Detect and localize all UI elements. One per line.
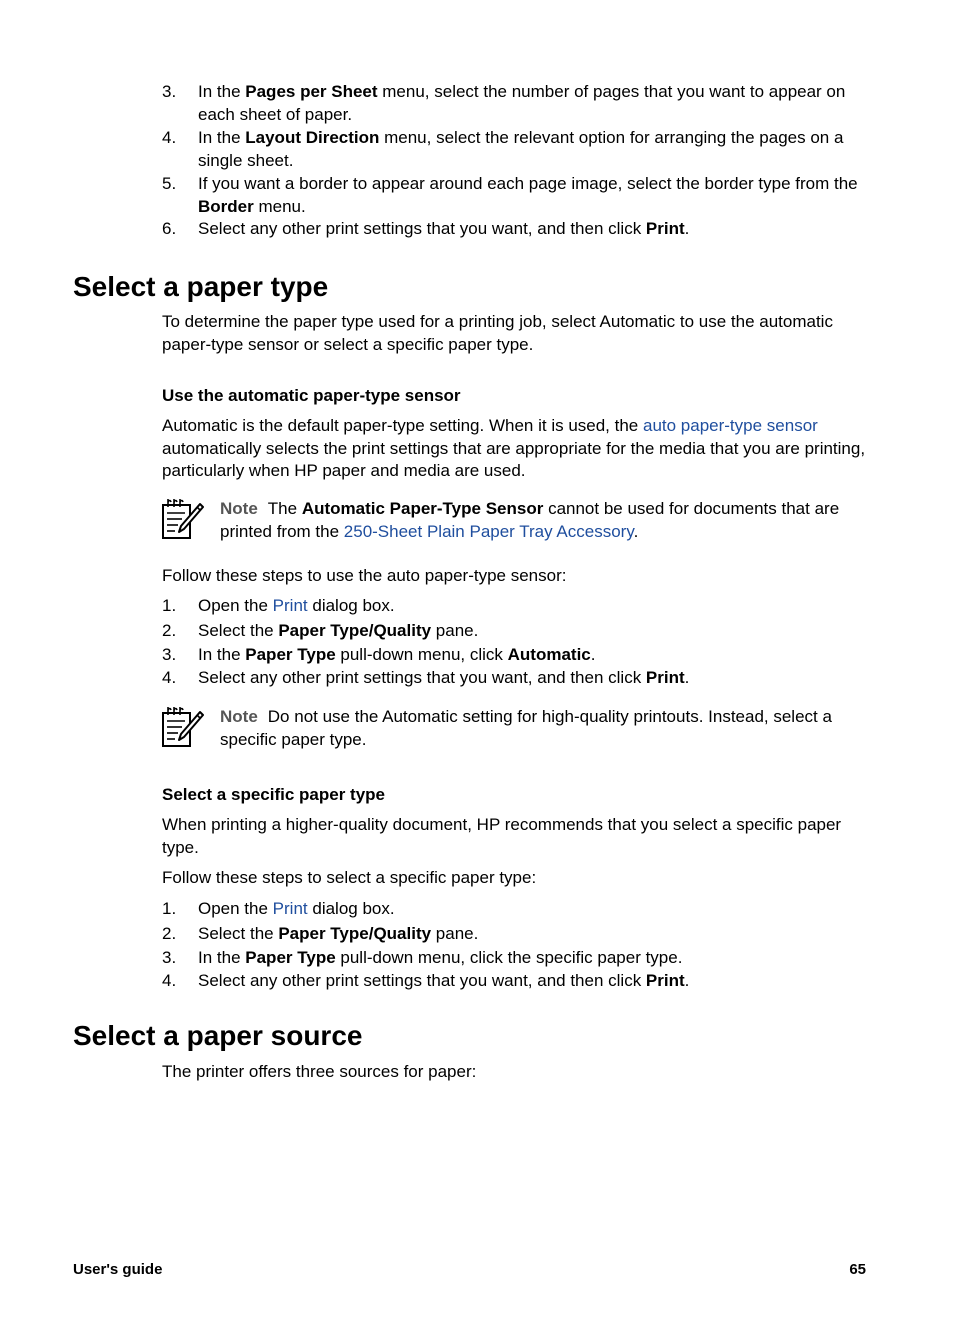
specific-paragraph: When printing a higher-quality document, HP recommends that you select a specific paper type. [162,815,842,857]
tray-accessory-link[interactable]: 250-Sheet Plain Paper Tray Accessory [343,521,634,541]
auto-follow-text: Follow these steps to use the auto paper-type sensor: [162,566,567,585]
list-item: 2. Select the Paper Type/Quality pane. [162,923,479,943]
top-steps-block [162,81,868,241]
specific-steps-list [162,898,868,992]
list-item: 4. Select any other print settings that you want, and then click Print. [162,667,690,687]
list-item: 6. Select any other print settings that you want, and then click Print. [162,219,690,238]
note-pencil-icon [162,498,204,540]
note-pencil-icon [162,706,204,748]
print-dialog-link[interactable]: Print [272,596,308,615]
footer-page-number: 65 [849,1261,866,1278]
note-box-1: Note The Automatic Paper-Type Sensor cannot be used for documents that are printed from the 250-Sheet Plain Paper Tray Accessory. [162,498,868,543]
list-item: 5. If you want a border to appear around each page image, select the border type from the Border menu. [162,174,858,216]
section1-intro: To determine the paper type used for a printing job, select Automatic to use the automatic paper-type sensor or select a specific paper type. [162,312,833,354]
footer-guide-label: User's guide [73,1261,163,1278]
section-title-paper-source: Select a paper source [73,1020,363,1051]
list-item: 4. Select any other print settings that you want, and then click Print. [162,970,690,990]
list-item: 3. In the Paper Type pull-down menu, click Automatic. [162,645,596,664]
specific-heading: Select a specific paper type [162,785,385,804]
list-item: 3. In the Paper Type pull-down menu, click the specific paper type. [162,948,683,967]
section2-intro: The printer offers three sources for paper: [162,1062,477,1081]
list-item: 4. In the Layout Direction menu, select the relevant option for arranging the pages on a single sheet. [162,128,844,170]
print-dialog-link[interactable]: Print [272,899,308,918]
auto-paper-type-sensor-link[interactable]: auto paper-type sensor [642,416,818,435]
list-item: 1. Open the Print dialog box. [162,899,395,918]
specific-steps-block [162,898,868,992]
auto-sensor-paragraph: Automatic is the default paper-type setting. When it is used, the auto paper-type sensor automatically selects the print settings that are appropriate for the media that you are printing, particularly when HP paper and media are used. [162,416,866,480]
auto-steps-block [162,595,868,689]
list-item: 2. Select the Paper Type/Quality pane. [162,620,479,640]
list-item: 1. Open the Print dialog box. [162,596,395,615]
note-label: Note [220,499,258,518]
specific-follow-text: Follow these steps to select a specific paper type: [162,868,537,887]
note-box-2: Note Do not use the Automatic setting for high-quality printouts. Instead, select a specific paper type. [162,706,868,751]
list-item: 3. In the Pages per Sheet menu, select the number of pages that you want to appear on each sheet of paper. [162,82,846,124]
top-steps-list [162,81,868,241]
section-title-paper-type: Select a paper type [73,271,329,302]
auto-steps-list [162,595,868,689]
auto-sensor-heading: Use the automatic paper-type sensor [162,386,461,405]
note-label: Note [220,707,258,726]
